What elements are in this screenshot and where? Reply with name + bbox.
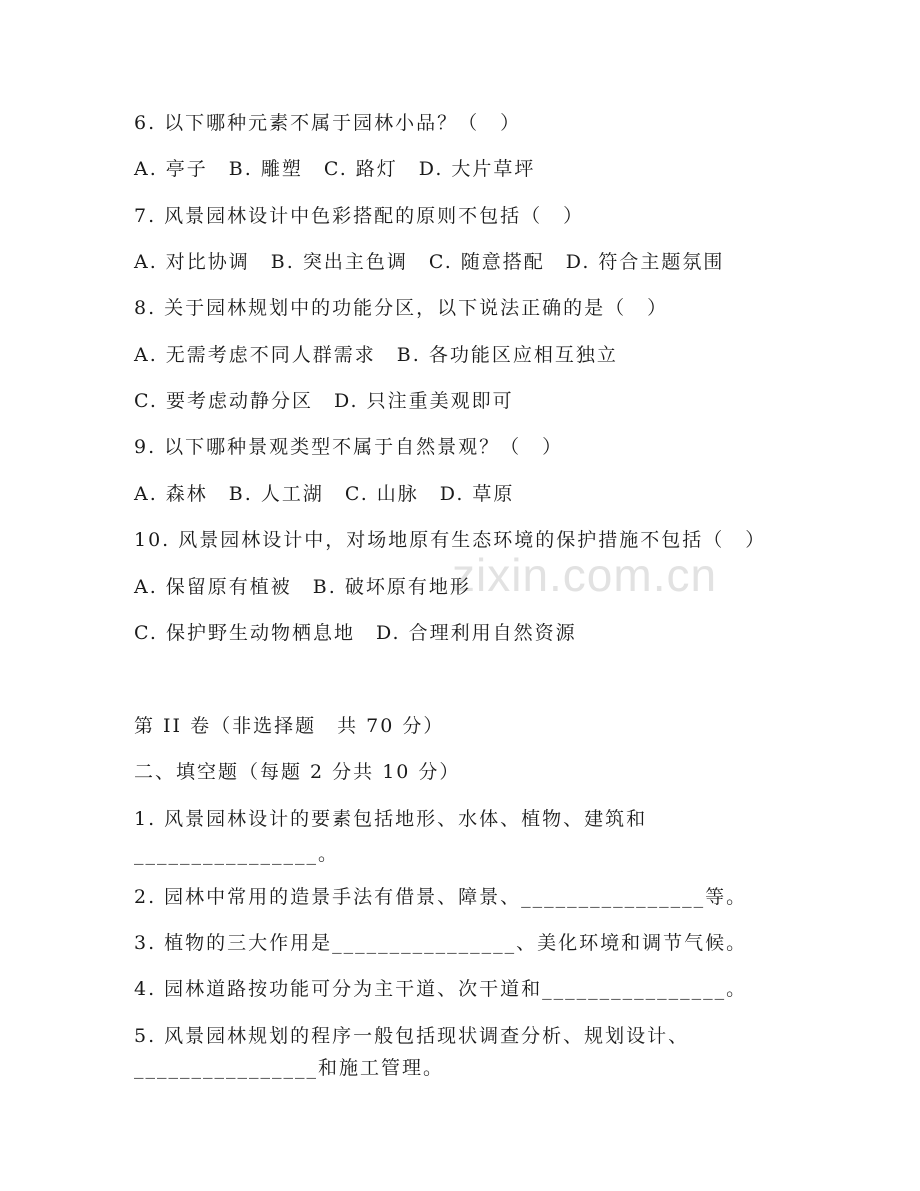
fill-question-1-blank: ________________。 (134, 843, 340, 865)
question-8-options-ab: A. 无需考虑不同人群需求 B. 各功能区应相互独立 (134, 344, 618, 366)
question-9-options: A. 森林 B. 人工湖 C. 山脉 D. 草原 (134, 483, 515, 505)
fill-question-5: 5. 风景园林规划的程序一般包括现状调查分析、规划设计、 (134, 1025, 690, 1047)
fill-blank-heading: 二、填空题（每题 2 分共 10 分） (134, 761, 461, 783)
question-6: 6. 以下哪种元素不属于园林小品？（ ） (134, 112, 522, 134)
question-6-options: A. 亭子 B. 雕塑 C. 路灯 D. 大片草坪 (134, 158, 536, 180)
question-8: 8. 关于园林规划中的功能分区，以下说法正确的是（ ） (134, 297, 669, 319)
question-9: 9. 以下哪种景观类型不属于自然景观？（ ） (134, 436, 564, 458)
fill-question-3: 3. 植物的三大作用是________________、美化环境和调节气候。 (134, 932, 748, 954)
question-8-options-cd: C. 要考虑动静分区 D. 只注重美观即可 (134, 390, 514, 412)
fill-question-1: 1. 风景园林设计的要素包括地形、水体、植物、建筑和 (134, 808, 648, 830)
section-title: 第 II 卷（非选择题 共 70 分） (134, 715, 445, 737)
question-10-options-ab: A. 保留原有植被 B. 破坏原有地形 (134, 576, 471, 598)
watermark: zixin.com.cn (452, 549, 718, 601)
fill-question-5-continued: ________________和施工管理。 (134, 1057, 445, 1079)
question-10: 10. 风景园林设计中，对场地原有生态环境的保护措施不包括（ ） (134, 529, 767, 551)
fill-question-4: 4. 园林道路按功能可分为主干道、次干道和________________。 (134, 978, 748, 1000)
question-7: 7. 风景园林设计中色彩搭配的原则不包括（ ） (134, 205, 585, 227)
question-10-options-cd: C. 保护野生动物栖息地 D. 合理利用自然资源 (134, 622, 577, 644)
fill-question-2: 2. 园林中常用的造景手法有借景、障景、________________等。 (134, 886, 748, 908)
question-7-options: A. 对比协调 B. 突出主色调 C. 随意搭配 D. 符合主题氛围 (134, 251, 725, 273)
